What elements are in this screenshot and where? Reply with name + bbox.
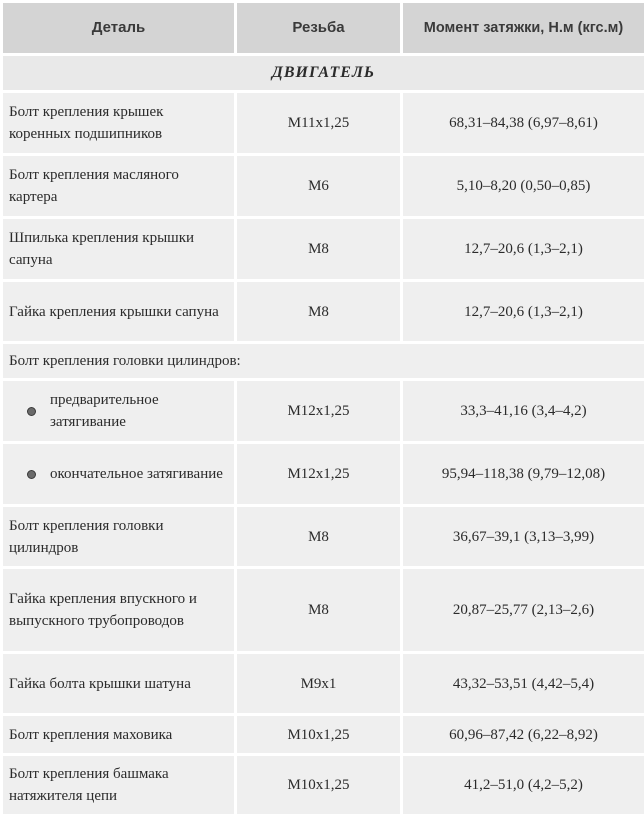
table-row (3, 569, 644, 651)
header-torque: Момент затяжки, Н.м (кгс.м) (403, 3, 644, 53)
part-text: окончательное затягивание (50, 466, 223, 482)
table-row (3, 282, 644, 341)
thread-cell: M9x1 (237, 654, 400, 713)
part-cell: Болт крепления масляного картера (3, 156, 234, 216)
section-title: ДВИГАТЕЛЬ (3, 56, 644, 90)
bullet-icon (27, 407, 36, 416)
torque-cell: 5,10–8,20 (0,50–0,85) (403, 156, 644, 216)
group-row (3, 344, 644, 378)
table-row (3, 756, 644, 814)
thread-cell: M10x1,25 (237, 716, 400, 753)
table-row (3, 219, 644, 279)
torque-cell: 95,94–118,38 (9,79–12,08) (403, 444, 644, 504)
table-row (3, 716, 644, 753)
table-header-row (3, 3, 644, 53)
bullet-icon (27, 470, 36, 479)
thread-cell: M6 (237, 156, 400, 216)
torque-cell: 60,96–87,42 (6,22–8,92) (403, 716, 644, 753)
part-cell: Болт крепления крышек коренных подшипников (3, 93, 234, 153)
torque-cell: 68,31–84,38 (6,97–8,61) (403, 93, 644, 153)
thread-cell: M12x1,25 (237, 381, 400, 441)
header-part: Деталь (3, 3, 234, 53)
torque-cell: 43,32–53,51 (4,42–5,4) (403, 654, 644, 713)
table-row (3, 381, 644, 441)
torque-cell: 20,87–25,77 (2,13–2,6) (403, 569, 644, 651)
thread-cell: M12x1,25 (237, 444, 400, 504)
torque-cell: 12,7–20,6 (1,3–2,1) (403, 219, 644, 279)
torque-cell: 36,67–39,1 (3,13–3,99) (403, 507, 644, 566)
torque-cell: 33,3–41,16 (3,4–4,2) (403, 381, 644, 441)
thread-cell: M10x1,25 (237, 756, 400, 814)
table-row (3, 654, 644, 713)
thread-cell: M8 (237, 507, 400, 566)
thread-cell: M8 (237, 219, 400, 279)
group-title: Болт крепления головки цилиндров: (3, 344, 644, 378)
part-cell (3, 444, 234, 504)
thread-cell: M11x1,25 (237, 93, 400, 153)
part-cell: Шпилька крепления крышки сапуна (3, 219, 234, 279)
table-row (3, 93, 644, 153)
part-cell: Болт крепления маховика (3, 716, 234, 753)
part-cell: Гайка крепления крышки сапуна (3, 282, 234, 341)
part-cell: Гайка болта крышки шатуна (3, 654, 234, 713)
table-row (3, 444, 644, 504)
table-row (3, 507, 644, 566)
thread-cell: M8 (237, 569, 400, 651)
part-cell: Болт крепления головки цилиндров (3, 507, 234, 566)
part-cell: Гайка крепления впускного и выпускного трубопроводов (3, 569, 234, 651)
section-row (3, 56, 644, 90)
part-cell (3, 381, 234, 441)
table-row (3, 156, 644, 216)
thread-cell: M8 (237, 282, 400, 341)
part-text: предварительное затягивание (50, 392, 159, 430)
torque-cell: 41,2–51,0 (4,2–5,2) (403, 756, 644, 814)
part-cell: Болт крепления башмака натяжителя цепи (3, 756, 234, 814)
torque-cell: 12,7–20,6 (1,3–2,1) (403, 282, 644, 341)
header-thread: Резьба (237, 3, 400, 53)
